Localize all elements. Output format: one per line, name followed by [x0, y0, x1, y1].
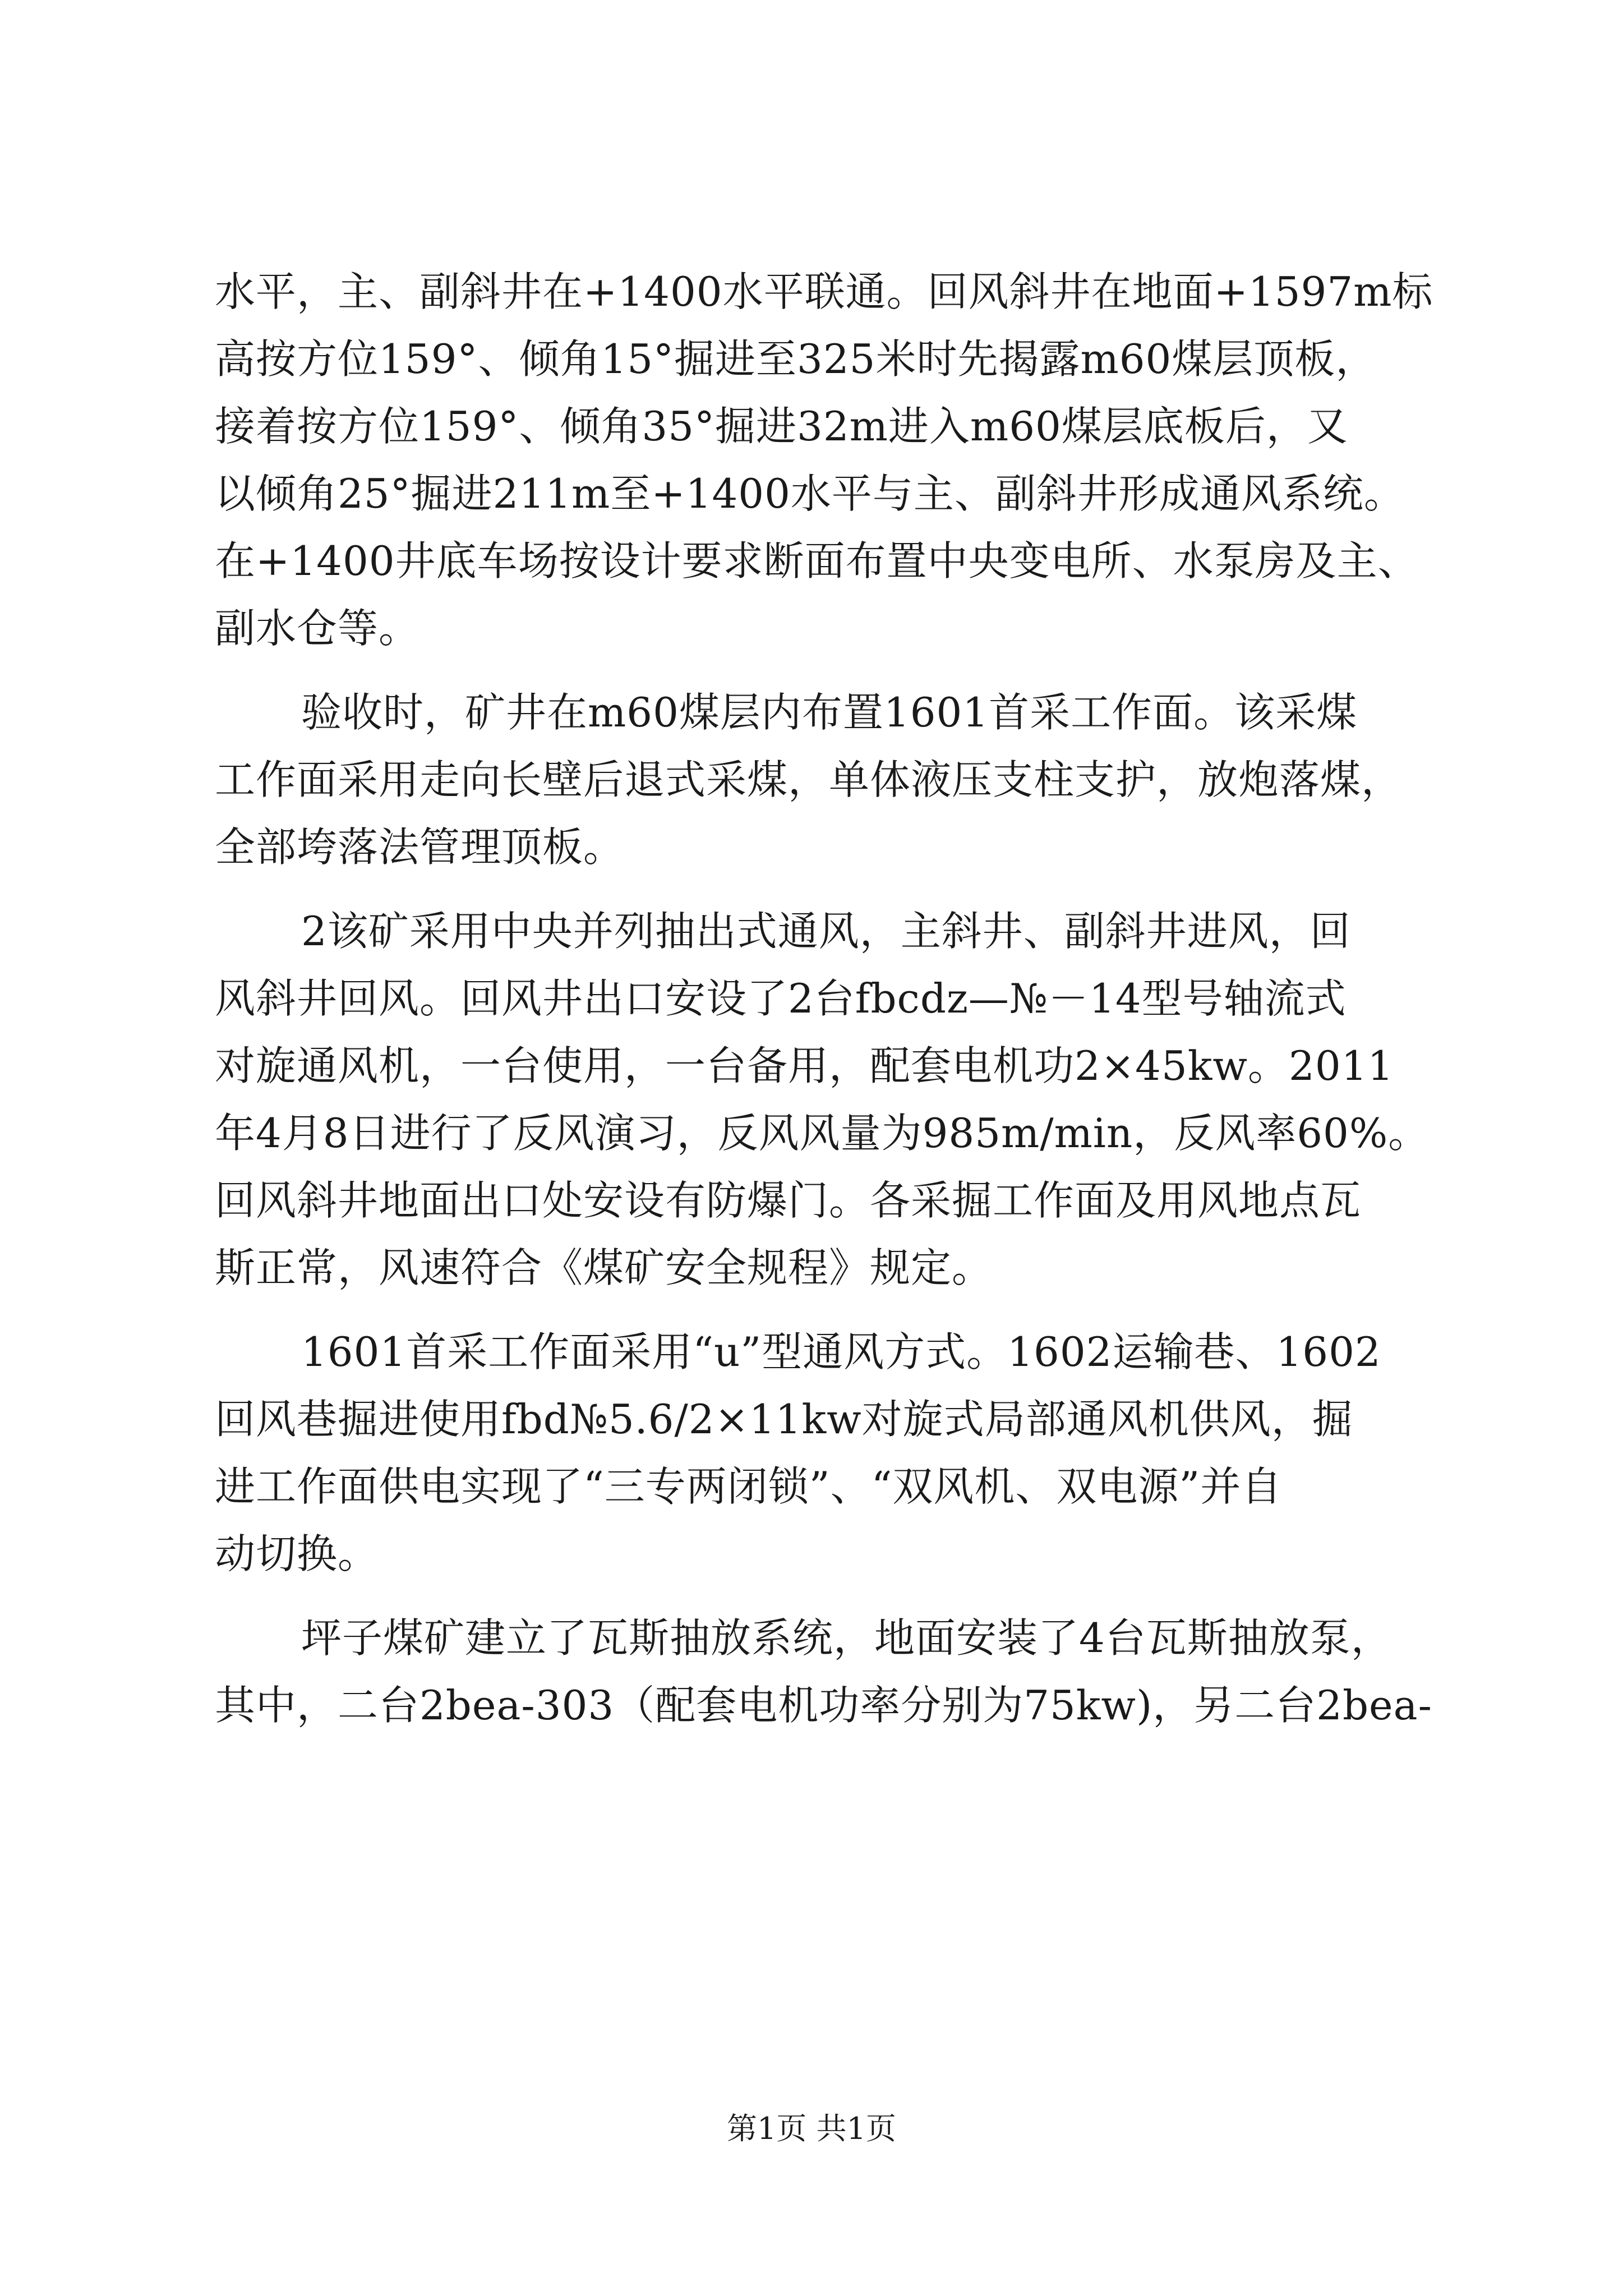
text-line: 接着按方位159°、倾角35°掘进32m进入m60煤层底板后，又	[215, 403, 1348, 450]
paragraph-3	[215, 898, 1477, 1301]
text-line: 全部垮落法管理顶板。	[215, 823, 625, 871]
paragraph-4	[215, 1318, 1477, 1588]
page-footer	[0, 2106, 1623, 2151]
text-line: 风斜井回风。回风井出口安设了2台fbcdz—№－14型号轴流式	[215, 975, 1347, 1022]
paragraph-1	[215, 258, 1477, 662]
text-line: 对旋通风机，一台使用，一台备用，配套电机功2×45kw。2011	[215, 1042, 1394, 1089]
text-line: 在+1400井底车场按设计要求断面布置中央变电所、水泵房及主、	[215, 537, 1419, 585]
text-line: 高按方位159°、倾角15°掘进至325米时先揭露m60煤层顶板，	[215, 335, 1377, 383]
text-line: 验收时，矿井在m60煤层内布置1601首采工作面。该采煤	[301, 689, 1358, 736]
text-line: 2该矿采用中央并列抽出式通风，主斜井、副斜井进风，回	[301, 908, 1351, 955]
text-line: 以倾角25°掘进211m至+1400水平与主、副斜井形成通风系统。	[215, 470, 1405, 517]
document-body	[215, 258, 1477, 1739]
text-line: 坪子煤矿建立了瓦斯抽放系统，地面安装了4台瓦斯抽放泵，	[301, 1614, 1392, 1662]
paragraph-5	[215, 1604, 1477, 1739]
text-line: 水平，主、副斜井在+1400水平联通。回风斜井在地面+1597m标	[215, 268, 1433, 315]
text-line: 年4月8日进行了反风演习，反风风量为985m/min，反风率60%。	[215, 1110, 1430, 1157]
text-line: 1601首采工作面采用“u”型通风方式。1602运输巷、1602	[301, 1328, 1381, 1375]
paragraph-2	[215, 679, 1477, 881]
text-line: 动切换。	[215, 1530, 379, 1577]
text-line: 工作面采用走向长壁后退式采煤，单体液压支柱支护，放炮落煤，	[215, 756, 1403, 803]
text-line: 斯正常，风速符合《煤矿安全规程》规定。	[215, 1244, 993, 1291]
text-line: 进工作面供电实现了“三专两闭锁”、“双风机、双电源”并自	[215, 1463, 1283, 1510]
text-line: 副水仓等。	[215, 605, 420, 652]
text-line: 回风斜井地面出口处安设有防爆门。各采掘工作面及用风地点瓦	[215, 1177, 1362, 1224]
text-line: 回风巷掘进使用fbd№5.6/2×11kw对旋式局部通风机供风，掘	[215, 1396, 1353, 1443]
text-line: 其中，二台2bea-303（配套电机功率分别为75kw)，另二台2bea-	[215, 1682, 1432, 1729]
page-number-label: 第1页 共1页	[727, 2111, 896, 2146]
